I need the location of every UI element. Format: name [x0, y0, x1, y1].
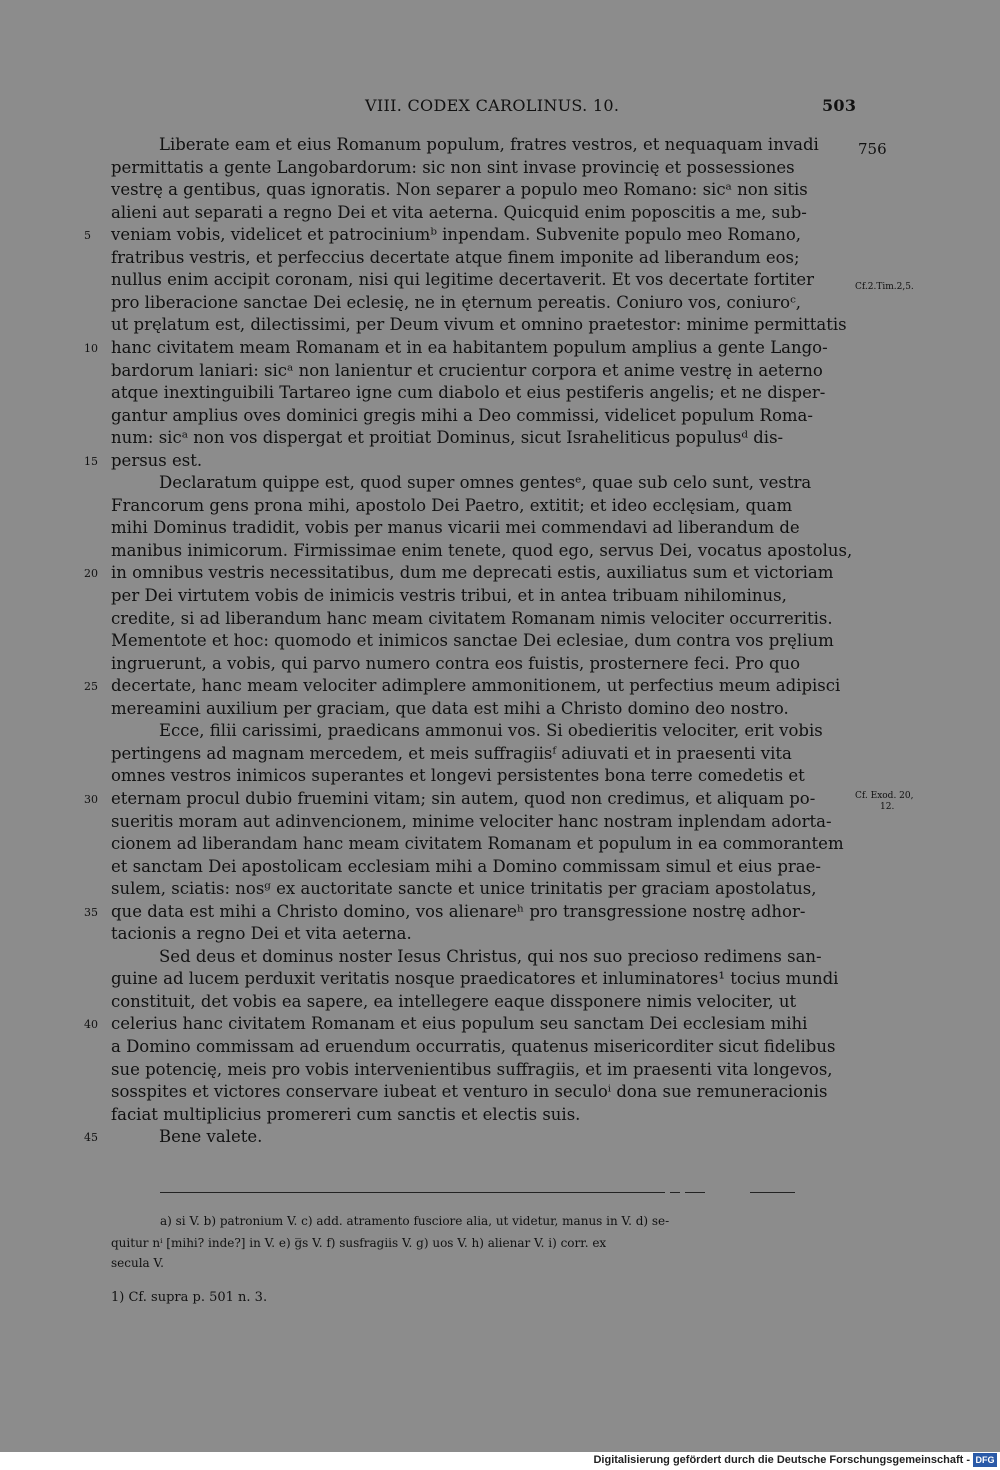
footer-bar — [0, 1452, 1000, 1470]
text-line: Sed deus et dominus noster Iesus Christus, qui nos suo precioso redimens san- — [159, 946, 822, 966]
margin-reference: Cf. Exod. 20, — [855, 791, 914, 801]
text-line: ut pręlatum est, dilectissimi, per Deum vivum et omnino praetestor: minime permittatis — [111, 315, 847, 335]
line-number: 45 — [84, 1131, 98, 1145]
line-number: 15 — [84, 454, 98, 468]
page-number: 503 — [822, 96, 857, 115]
text-line: persus est. — [111, 450, 203, 470]
text-line: faciat multiplicius promereri cum sanctis et electis suis. — [111, 1104, 581, 1124]
text-line: hanc civitatem meam Romanam et in ea habitantem populum amplius a gente Lango- — [111, 337, 828, 357]
text-line: in omnibus vestris necessitatibus, dum me deprecati estis, auxiliatus sum et victoriam — [111, 563, 834, 583]
text-line: pertingens ad magnam mercedem, et meis suffragiisᶠ adiuvati et in praesenti vita — [111, 743, 792, 763]
text-line: num: sicᵃ non vos dispergat et proitiat Dominus, sicut Israheliticus populusᵈ dis- — [111, 428, 784, 448]
text-line: credite, si ad liberandum hanc meam civitatem Romanam nimis velociter occurreritis. — [111, 608, 833, 628]
text-line: Liberate eam et eius Romanum populum, fratres vestros, et nequaquam invadi — [159, 135, 819, 154]
text-line: que data est mihi a Christo domino, vos alienareʰ pro transgressione nostrę adhor- — [111, 901, 806, 921]
line-number: 35 — [84, 905, 98, 919]
text-line: nullus enim accipit coronam, nisi qui legitime decertaverit. Et vos decertate fortiter — [111, 270, 815, 290]
footnote-divider — [750, 1192, 795, 1194]
line-number: 30 — [84, 792, 98, 806]
text-line: omnes vestros inimicos superantes et longevi persistentes bona terre comedetis et — [111, 766, 805, 786]
text-line: et sanctam Dei apostolicam ecclesiam mihi a Domino commissam simul et eius prae- — [111, 856, 821, 876]
text-line: mihi Dominus tradidit, vobis per manus vicarii mei commendavi ad liberandum de — [111, 518, 800, 538]
margin-year: 756 — [858, 140, 887, 158]
text-line: per Dei virtutem vobis de inimicis vestris tribui, et in antea tribuam nihilominus, — [111, 586, 787, 605]
text-line: vestrę a gentibus, quas ignoratis. Non separer a populo meo Romano: sicᵃ non sitis — [111, 180, 808, 200]
text-line: manibus inimicorum. Firmissimae enim tenete, quod ego, servus Dei, vocatus apostolus, — [111, 540, 853, 560]
text-line: sosspites et victores conservare iubeat et venturo in seculoⁱ dona sue remuneracionis — [111, 1082, 828, 1102]
running-header: VIII. CODEX CAROLINUS. 10. — [365, 96, 620, 115]
text-line: mereamini auxilium per graciam, que data est mihi a Christo domino deo nostro. — [111, 698, 789, 718]
text-line: a Domino commissam ad eruendum occurratis, quatenus misericorditer sicut fidelibus — [111, 1037, 836, 1056]
text-line: Bene valete. — [159, 1127, 263, 1147]
text-line: constituit, det vobis ea sapere, ea intellegere eaque dissponere nimis velociter, ut — [111, 991, 797, 1011]
line-number: 40 — [84, 1018, 98, 1032]
text-line: fratribus vestris, et perfeccius decertate atque finem imponite ad liberandum eos; — [111, 247, 800, 267]
text-line: alieni aut separati a regno Dei et vita aeterna. Quicquid enim poposcitis a me, sub- — [111, 202, 807, 222]
text-line: Mementote et hoc: quomodo et inimicos sanctae Dei eclesiae, dum contra vos pręlium — [111, 631, 834, 651]
text-line: veniam vobis, videlicet et patrociniumᵇ inpendam. Subvenite populo meo Romano, — [111, 225, 802, 245]
text-line: sulem, sciatis: nosᵍ ex auctoritate sancte et unice trinitatis per graciam apostolatus, — [111, 879, 817, 899]
text-line: celerius hanc civitatem Romanam et eius populum seu sanctam Dei ecclesiam mihi — [111, 1014, 808, 1034]
text-line: ingruerunt, a vobis, qui parvo numero contra eos fuistis, prosternere feci. Pro quo — [111, 653, 801, 673]
footnote-divider — [685, 1192, 705, 1194]
line-number: 20 — [84, 567, 98, 581]
line-number: 5 — [84, 229, 91, 243]
footnote-line: a) si V. b) patronium V. c) add. atramento fusciore alia, ut videtur, manus in V. d) se- — [160, 1214, 670, 1228]
source-note: 1) Cf. supra p. 501 n. 3. — [111, 1290, 268, 1305]
text-line: sueritis moram aut adinvencionem, minime velociter hanc nostram inplendam adorta- — [111, 811, 832, 831]
dfg-logo: DFG — [973, 1453, 997, 1467]
footnote-divider — [160, 1192, 665, 1194]
text-line: permittatis a gente Langobardorum: sic non sint invase provincię et possessiones — [111, 157, 795, 177]
text-line: atque inextinguibili Tartareo igne cum diabolo et eius pestiferis angelis; et ne disper- — [111, 383, 826, 403]
line-number: 10 — [84, 341, 98, 355]
margin-reference: Cf.2.Tim.2,5. — [855, 282, 914, 292]
margin-reference: 12. — [880, 802, 895, 812]
text-line: cionem ad liberandam hanc meam civitatem Romanam et populum in ea commorantem — [111, 834, 844, 854]
text-line: gantur amplius oves dominici gregis mihi a Deo commissi, videlicet populum Roma- — [111, 405, 813, 425]
footnote-line: quitur nⁱ [mihi? inde?] in V. e) g̅s V. f) susfragiis V. g) uos V. h) alienar V. i) corr. ex — [111, 1236, 607, 1250]
text-line: sue potencię, meis pro vobis intervenientibus suffragiis, et im praesenti vita longevos, — [111, 1059, 833, 1079]
funding-credit: Digitalisierung gefördert durch die Deutsche Forschungsgemeinschaft - — [593, 1454, 970, 1466]
text-line: Declaratum quippe est, quod super omnes gentesᵉ, quae sub celo sunt, vestra — [159, 473, 812, 493]
text-line: tacionis a regno Dei et vita aeterna. — [111, 924, 412, 944]
footnote-line: secula V. — [111, 1256, 164, 1270]
text-line: Francorum gens prona mihi, apostolo Dei Paetro, extitit; et ideo ecclęsiam, quam — [111, 495, 793, 515]
text-line: guine ad lucem perduxit veritatis nosque praedicatores et inluminatores¹ tocius mundi — [111, 969, 839, 989]
text-line: bardorum laniari: sicᵃ non lanientur et crucientur corpora et anime vestrę in aeterno — [111, 360, 823, 380]
footnote-divider — [670, 1192, 680, 1194]
text-line: pro liberacione sanctae Dei eclesię, ne in ęternum pereatis. Coniuro vos, coniuroᶜ, — [111, 292, 802, 312]
text-line: Ecce, filii carissimi, praedicans ammonui vos. Si obedieritis velociter, erit vobis — [159, 721, 823, 741]
text-line: eternam procul dubio fruemini vitam; sin autem, quod non credimus, et aliquam po- — [111, 788, 816, 808]
line-number: 25 — [84, 680, 98, 694]
text-line: decertate, hanc meam velociter adimplere ammonitionem, ut perfectius meum adipisci — [111, 676, 841, 696]
